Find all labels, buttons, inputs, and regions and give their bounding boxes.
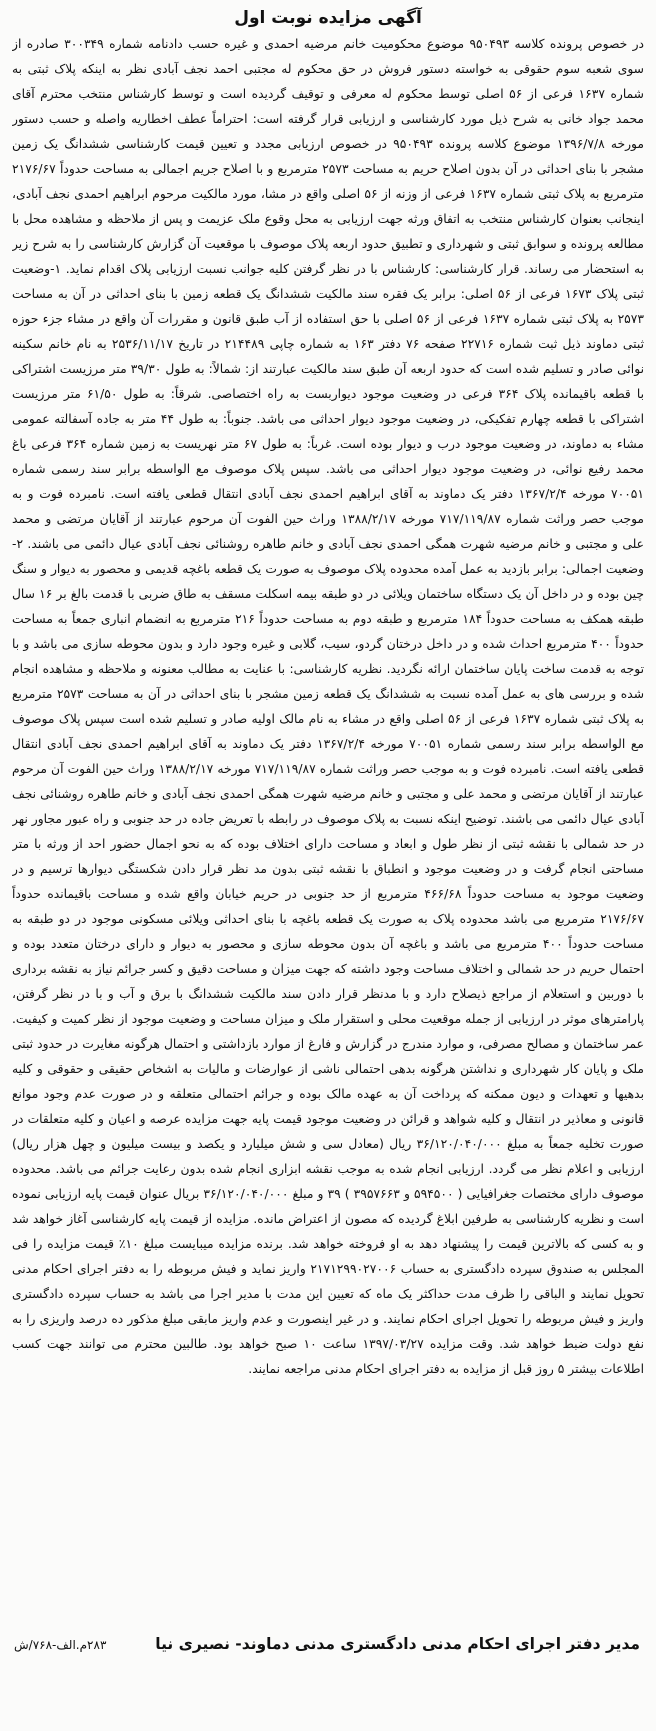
notice-footer [12,1632,644,1684]
notice-title: آگهی مزایده نوبت اول [234,8,422,28]
notice-code: ۲۸۳م.الف-۷۶۸/ش [14,1638,107,1652]
notice-body: در خصوص پرونده کلاسه ۹۵۰۴۹۳ موضوع محکومیت خانم مرضیه احمدی و غیره حسب دادنامه شماره ۳۰۰۳۴۹ صادره از سوی شعبه سوم حقوقی به خواسته دستور فروش در حق محکوم له مجتبی احمد نجف آبادی نظر به اینکه پلاک ثبتی به شماره ۱۶۳۷ فرعی از ۵۶ اصلی توسط محکوم له معرفی و توقیف گردیده است و توسط کارشناس منتخب محترم آقای محمد جواد خانی به شرح ذیل مورد کارشناسی و ارزیابی قرار گرفته است: احتراماً عطف اخطاریه واصله و حسب دستور مورخه ۱۳۹۶/۷/۸ موضوع کلاسه پرونده ۹۵۰۴۹۳ در خصوص ارزیابی مجدد و تعیین قیمت کارشناسی ششدانگ یک زمین مشجر با بنای احداثی در آن بدون اصلاح حریم به مساحت ۲۵۷۳ مترمربع و با اصلاح جریم اجمالی به مساحت حدوداً ۲۱۷۶/۶۷ مترمربع به پلاک ثبتی شماره ۱۶۳۷ فرعی از وزنه از ۵۶ اصلی واقع در مشا، مورد مالکیت مرحوم ابراهیم احمدی نجف آبادی، اینجانب بعنوان کارشناس منتخب به اتفاق ورثه جهت ارزیابی به محل وقوع ملک عزیمت و پس از ملاحظه و مشاهده محل با مطالعه پرونده و سوابق ثبتی و شهرداری و تطبیق حدود اربعه پلاک موصوف با موقعیت آن گزارش کارشناسی را به شرح زیر به استحضار می رساند. قرار کارشناسی: کارشناس با در نظر گرفتن کلیه جوانب نسبت ارزیابی پلاک اقدام نماید. ۱-وضعیت ثبتی پلاک ۱۶۷۳ فرعی از ۵۶ اصلی: برابر یک فقره سند مالکیت ششدانگ یک قطعه زمین با بنای احداثی در آن به مساحت ۲۵۷۳ به پلاک ثبتی شماره ۱۶۳۷ فرعی از ۵۶ اصلی با حق استفاده از آب طبق قانون و مقررات آن واقع در مشاء جزء حوزه ثبتی دماوند ذیل ثبت شماره ۲۲۷۱۶ صفحه ۷۶ دفتر ۱۶۳ به شماره چاپی ۲۱۴۴۸۹ در تاریخ ۲۵۳۶/۱۱/۱۷ به نام خانم سکینه نوائی صادر و تسلیم شده است که حدود اربعه آن طبق سند مالکیت عبارتند از: شمالاً: به طول ۳۹/۳۰ متر مرزیست اشتراکی با قطعه باقیمانده پلاک ۳۶۴ فرعی در وضعیت موجود دیواربست به راه اختصاصی. شرقاً: به طول ۶۱/۵۰ متر مرزیست اشتراکی با قطعه چهارم تفکیکی، در وضعیت موجود دیوار احداثی می باشد. جنوباً: به طول ۴۴ متر به جاده آسفالته عمومی مشاء به دماوند، در وضعیت موجود درب و دیوار بوده است. غرباً: به طول ۶۷ متر نهریست به زمین شماره ۳۶۴ فرعی باغ محمد رفیع نوائی، در وضعیت موجود دیوار احداثی می باشد. سپس پلاک موصوف مع الواسطه برابر سند رسمی شماره ۷۰۰۵۱ مورخه ۱۳۶۷/۲/۴ دفتر یک دماوند به آقای ابراهیم احمدی نجف آبادی انتقال قطعی یافته است. نامبرده فوت و به موجب حصر وراثت شماره ۷۱۷/۱۱۹/۸۷ مورخه ۱۳۸۸/۲/۱۷ وراث حین الفوت آن مرحوم عبارتند از آقایان مرتضی و محمد علی و مجتبی و خانم مرضیه شهرت همگی احمدی نجف آبادی و خانم طاهره روشنائی نجف آبادی عیال دائمی می باشند. ۲-وضعیت اجمالی: برابر بازدید به عمل آمده محدوده پلاک موصوف به صورت یک قطعه باغچه قدیمی و محصور به دیوار و سنگ چین بوده و در داخل آن یک دستگاه ساختمان ویلائی در دو طبقه بیمه اسکلت مسقف به طاق ضربی با قدمت بالغ بر ۱۶ سال طبقه همکف به مساحت حدوداً ۱۸۴ مترمربع و طبقه دوم به مساحت حدوداً ۲۱۶ مترمربع به انضمام انباری جمعاً به مساحت حدوداً ۴۰۰ مترمربع احداث شده و در داخل درختان گردو، سیب، گلابی و غیره وجود دارد و بدون محوطه سازی می باشد و با توجه به قدمت ساخت پایان ساختمان ارائه نگردید. نظریه کارشناسی: با عنایت به مطالب معنونه و ملاحظه و مشاهده انجام شده و بررسی های به عمل آمده نسبت به ششدانگ یک قطعه زمین مشجر با بنای احداثی در آن به مساحت ۲۵۷۳ مترمربع به پلاک ثبتی شماره ۱۶۳۷ فرعی از ۵۶ اصلی واقع در مشاء به نام مالک اولیه صادر و تسلیم شده است سپس پلاک موصوف مع الواسطه برابر سند رسمی شماره ۷۰۰۵۱ مورخه ۱۳۶۷/۲/۴ دفتر یک دماوند به آقای ابراهیم احمدی نجف آبادی انتقال قطعی یافته است. نامبرده فوت و به موجب حصر وراثت شماره ۷۱۷/۱۱۹/۸۷ مورخه ۱۳۸۸/۲/۱۷ وراث حین الفوت آن مرحوم عبارتند از آقایان مرتضی و محمد علی و مجتبی و خانم مرضیه شهرت همگی احمدی نجف آبادی و خانم طاهره روشنائی نجف آبادی عیال دائمی می باشند. توضیح اینکه نسبت به پلاک موصوف در رابطه با تعریض جاده در حد جنوبی و راه عبور مجاور نهر در حد شمالی با نقشه ثبتی از نظر طول و ابعاد و مساحت دارای اختلاف بوده که به نحو اجمال حضور احد از ورثه با متر مساحتی انجام گرفت و در وضعیت موجود و انطباق با نقشه ثبتی بدون مد نظر قرار دادن شکستگی دیوارها ترسیم و در وضعیت موجود به مساحت حدوداً ۴۶۶/۶۸ مترمربع از حد جنوبی در حریم خیابان واقع شده و مساحت باقیمانده حدوداً ۲۱۷۶/۶۷ مترمربع می باشد محدوده پلاک به صورت یک قطعه باغچه با بنای احداثی ویلائی مسکونی موجود در دو طبقه به مساحت حدوداً ۴۰۰ مترمربع می باشد و باغچه آن بدون محوطه سازی و محصور به دیوار و دارای درختان متعدد بوده و احتمال حریم در حد شمالی و اختلاف مساحت وجود داشته که جهت میزان و مساحت دقیق و کسر جرائم نیاز به نقشه برداری با دوربین و استعلام از مراجع ذیصلاح دارد و با مدنظر قرار دادن سند مالکیت ششدانگ با برق و آب و با در نظر گرفتن، پارامترهای موثر در ارزیابی از جمله موقعیت محلی و استقرار ملک و میزان مساحت و وضعیت موجود از نظر کمیت و کیفیت. عمر ساختمان و مصالح مصرفی، و موارد مندرج در گزارش و فارغ از موارد بازداشتی و احتمال هرگونه مغایرت در حدود ثبتی ملک و پایان کار شهرداری و نداشتن هرگونه بدهی احتمالی ناشی از عوارضات و مالیات به اشخاص حقیقی و حقوقی و کلیه بدهیها و تعهدات و دیون ممکنه که پرداخت آن به عهده مالک بوده و جرائم احتمالی متعلقه و در صورت عدم وجود موانع قانونی و معاذیر در انتقال و کلیه شواهد و قرائن در وضعیت موجود قیمت پایه جهت مزایده عرصه و اعیان و کلیه متعلقات در صورت تخلیه جمعاً به مبلغ ۳۶/۱۲۰/۰۴۰/۰۰۰ ریال (معادل سی و شش میلیارد و یکصد و بیست میلیون و چهل هزار ریال) ارزیابی و اعلام نظر می گردد. ارزیابی انجام شده به موجب نقشه ابزاری انجام شده بدون رعایت جرائم می باشد. محدوده موصوف دارای مختصات جغرافیایی ( ۵۹۴۵۰۰ و ۳۹۵۷۶۶۳ ) ۳۹ و مبلغ ۳۶/۱۲۰/۰۴۰/۰۰۰ بریال عنوان قیمت پایه ارزیابی نموده است و نظریه کارشناسی به طرفین ابلاغ گردیده که مصون از اعتراض مانده. مزایده از قیمت پایه کارشناسی آغاز خواهد شد و به کسی که بالاترین قیمت را پیشنهاد دهد به او فروخته خواهد شد. برنده مزایده میبایست مبلغ ۱۰٪ قیمت مزایده را فی المجلس به صندوق سپرده دادگستری به حساب ۲۱۷۱۲۹۹۰۲۷۰۰۶ واریز نماید و فیش مربوطه را به دفتر اجرای احکام مدنی تحویل نمایند و الباقی را ظرف مدت حداکثر یک ماه که تعیین این مدت با مدیر اجرا می باشد به حساب سپرده دادگستری واریز و فیش مربوطه را تحویل اجرای احکام نمایند. و در غیر اینصورت و عدم واریز مابقی مبلغ مذکور ده درصد واریزی را به نفع دولت ضبط خواهد شد. وقت مزایده ۱۳۹۷/۰۳/۲۷ ساعت ۱۰ صبح خواهد بود. طالبین محترم می توانند جهت کسب اطلاعات بیشتر ۵ روز قبل از مزایده به دفتر اجرای احکام مدنی مراجعه نمایند. [12,37,644,1376]
signer-line: مدیر دفتر اجرای احکام مدنی دادگستری مدنی دماوند- نصیری نیا [155,1635,640,1653]
